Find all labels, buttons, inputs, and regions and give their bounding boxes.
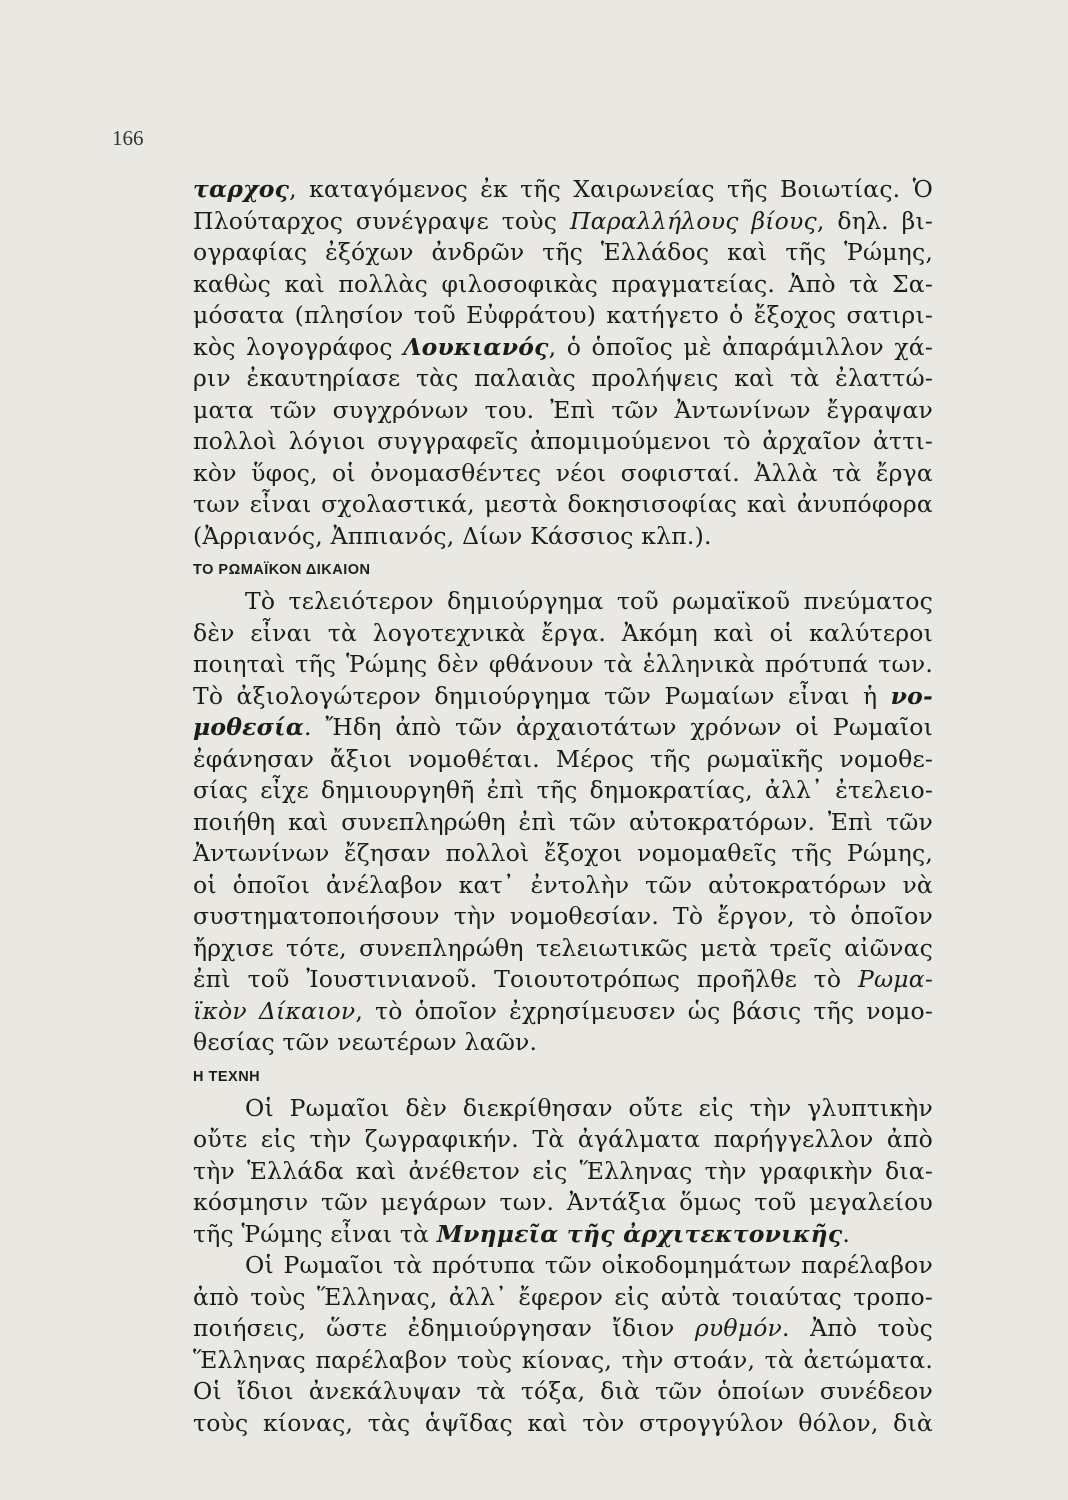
text-line: Τὸ τελειότερον δημιούργημα τοῦ ρωμαϊκοῦ πνεύματος — [245, 587, 933, 615]
text-line: ποιηταὶ τῆς Ῥώμης δὲν φθάνουν τὰ ἑλληνικὰ πρότυπά των. — [193, 650, 933, 678]
text-block — [193, 174, 933, 1439]
text-line: καθὼς καὶ πολλὰς φιλοσοφικὰς πραγματείας. Ἀπὸ τὰ Σα- — [193, 269, 933, 298]
text-line: ϊκὸν Δίκαιον, τὸ ὁποῖον ἐχρησίμευσεν ὡς βάσις τῆς νομο- — [193, 996, 933, 1025]
page-number: 166 — [112, 126, 144, 150]
text-line: κὸν ὕφος, οἱ ὀνομασθέντες νέοι σοφισταί. Ἀλλὰ τὰ ἔργα — [193, 458, 933, 487]
text-line: Οἱ Ρωμαῖοι τὰ πρότυπα τῶν οἰκοδομημάτων παρέλαβον — [245, 1251, 933, 1279]
text-line: ἀπὸ τοὺς Ἕλληνας, ἀλλ᾽ ἔφερον εἰς αὐτὰ τοιαύτας τροπο- — [193, 1282, 933, 1311]
text-line: σίας εἶχε δημιουργηθῆ ἐπὶ τῆς δημοκρατίας, ἀλλ᾽ ἐτελειο- — [193, 776, 933, 804]
text-line: οἱ ὁποῖοι ἀνέλαβον κατ᾽ ἐντολὴν τῶν αὐτοκρατόρων νὰ — [193, 870, 933, 899]
text-line: ταρχος, καταγόμενος ἐκ τῆς Χαιρωνείας τῆς Βοιωτίας. Ὁ — [193, 175, 933, 203]
text-line: Τὸ ἀξιολογώτερον δημιούργημα τῶν Ρωμαίων εἶναι ἡ νο- — [193, 681, 933, 710]
text-line: ἐφάνησαν ἄξιοι νομοθέται. Μέρος τῆς ρωμαϊκῆς νομοθε- — [193, 744, 933, 773]
text-line: μοθεσία. Ἤδη ἀπὸ τῶν ἀρχαιοτάτων χρόνων οἱ Ρωμαῖοι — [193, 713, 933, 741]
text-line: κὸς λογογράφος Λουκιανός, ὁ ὁποῖος μὲ ἀπαράμιλλον χά- — [193, 332, 933, 361]
text-line: πολλοὶ λόγιοι συγγραφεῖς ἀπομιμούμενοι τὸ ἀρχαῖον ἀττι- — [193, 427, 933, 455]
text-line: ογραφίας ἐξόχων ἀνδρῶν τῆς Ἑλλάδος καὶ τῆς Ῥώμης, — [193, 238, 933, 266]
text-line: ριν ἐκαυτηρίασε τὰς παλαιὰς προλήψεις καὶ τὰ ἐλαττώ- — [193, 364, 933, 392]
text-line: των εἶναι σχολαστικά, μεστὰ δοκησισοφίας καὶ ἀνυπόφορα — [193, 490, 933, 518]
text-line: Πλούταρχος συνέγραψε τοὺς Παραλλήλους βίους, δηλ. βι- — [193, 206, 933, 235]
text-line: μόσατα (πλησίον τοῦ Εὐφράτου) κατήγετο ὁ ἔξοχος σατιρι- — [193, 301, 933, 329]
text-line: θεσίας τῶν νεωτέρων λαῶν. — [193, 1028, 538, 1056]
text-line: κόσμησιν τῶν μεγάρων των. Ἀντάξια ὅμως τοῦ μεγαλείου — [193, 1188, 933, 1216]
section-heading-art: Η ΤΕΧΝΗ — [193, 1068, 261, 1085]
text-line: (Ἀρριανός, Ἀππιανός, Δίων Κάσσιος κλπ.). — [193, 521, 712, 550]
text-line: ματα τῶν συγχρόνων του. Ἐπὶ τῶν Ἀντωνίνων ἔγραψαν — [193, 395, 933, 424]
text-line: δὲν εἶναι τὰ λογοτεχνικὰ ἔργα. Ἀκόμη καὶ οἱ καλύτεροι — [193, 618, 933, 647]
text-line: τοὺς κίονας, τὰς ἁψῖδας καὶ τὸν στρογγύλον θόλον, διὰ — [193, 1408, 933, 1437]
text-line: ἤρχισε τότε, συνεπληρώθη τελειωτικῶς μετὰ τρεῖς αἰῶνας — [193, 933, 933, 962]
text-line: τὴν Ἑλλάδα καὶ ἀνέθετον εἰς Ἕλληνας τὴν γραφικὴν δια- — [193, 1156, 933, 1185]
text-line: ποιήθη καὶ συνεπληρώθη ἐπὶ τῶν αὐτοκρατόρων. Ἐπὶ τῶν — [193, 807, 933, 836]
text-line: ἐπὶ τοῦ Ἰουστινιανοῦ. Τοιουτοτρόπως προῆλθε τὸ Ρωμα- — [193, 965, 933, 993]
section-heading-roman-law: ΤΟ ΡΩΜΑΪΚΟΝ ΔΙΚΑΙΟΝ — [193, 562, 371, 578]
text-line: Οἱ ἴδιοι ἀνεκάλυψαν τὰ τόξα, διὰ τῶν ὁποίων συνέδεον — [193, 1377, 933, 1405]
text-line: Οἱ Ρωμαῖοι δὲν διεκρίθησαν οὔτε εἰς τὴν γλυπτικὴν — [245, 1093, 933, 1122]
text-line: συστηματοποιήσουν τὴν νομοθεσίαν. Τὸ ἔργον, τὸ ὁποῖον — [193, 902, 933, 930]
text-line: τῆς Ῥώμης εἶναι τὰ Μνημεῖα τῆς ἀρχιτεκτονικῆς. — [193, 1219, 851, 1248]
text-line: οὔτε εἰς τὴν ζωγραφικήν. Τὰ ἀγάλματα παρήγγελλον ἀπὸ — [193, 1125, 933, 1153]
text-line: Ἕλληνας παρέλαβον τοὺς κίονας, τὴν στοάν, τὰ ἀετώματα. — [193, 1345, 933, 1374]
text-line: ποιήσεις, ὥστε ἐδημιούργησαν ἴδιον ρυθμόν. Ἀπὸ τοὺς — [193, 1314, 933, 1342]
text-line: Ἀντωνίνων ἔζησαν πολλοὶ ἔξοχοι νομομαθεῖς τῆς Ρώμης, — [193, 839, 933, 867]
